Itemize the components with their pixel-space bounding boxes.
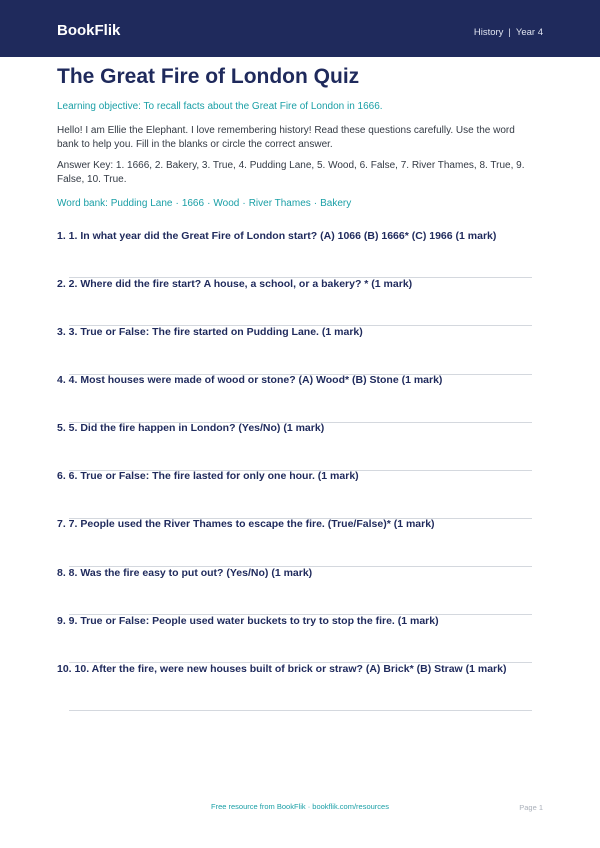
question-9: 9. 9. True or False: People used water buckets to try to stop the fire. (1 mark) bbox=[57, 615, 439, 627]
word-bank-word: 1666 bbox=[181, 198, 205, 209]
word-bank-separator: · bbox=[313, 198, 318, 209]
intro-text: Hello! I am Ellie the Elephant. I love remembering history! Read these questions carefully. Use the word bank to help you. Fill in the blanks or circle the correct answer. bbox=[57, 125, 515, 150]
brand-logo[interactable]: BookFlik bbox=[57, 22, 121, 39]
footer-link[interactable]: Free resource from BookFlik · bookflik.com/resources bbox=[211, 802, 389, 811]
word-bank-separator: · bbox=[207, 198, 211, 209]
word-bank-word: Wood bbox=[213, 198, 240, 209]
question-10: 10. 10. After the fire, were new houses built of brick or straw? (A) Brick* (B) Straw (1 mark) bbox=[57, 663, 507, 675]
word-bank-word: Pudding Lane bbox=[110, 198, 173, 209]
page-title: The Great Fire of London Quiz bbox=[57, 65, 360, 88]
breadcrumb-separator: | bbox=[508, 27, 511, 38]
question-6: 6. 6. True or False: The fire lasted for only one hour. (1 mark) bbox=[57, 470, 359, 482]
question-8: 8. 8. Was the fire easy to put out? (Yes/No) (1 mark) bbox=[57, 567, 313, 579]
question-2: 2. 2. Where did the fire start? A house, a school, or a bakery? * (1 mark) bbox=[57, 278, 413, 290]
word-bank-separator: · bbox=[175, 198, 179, 209]
learning-objective: Learning objective: To recall facts about the Great Fire of London in 1666. bbox=[57, 101, 383, 112]
question-7: 7. 7. People used the River Thames to escape the fire. (True/False)* (1 mark) bbox=[57, 518, 435, 530]
word-bank-label: Word bank: bbox=[57, 198, 108, 209]
question-1: 1. 1. In what year did the Great Fire of London start? (A) 1066 (B) 1666* (C) 1966 (1 mark) bbox=[57, 230, 497, 242]
page-number: Page 1 bbox=[519, 803, 543, 812]
breadcrumb-subject: History bbox=[473, 27, 504, 38]
answer-line bbox=[69, 710, 532, 711]
question-3: 3. 3. True or False: The fire started on Pudding Lane. (1 mark) bbox=[57, 326, 363, 338]
answer-key: Answer Key: 1. 1666, 2. Bakery, 3. True, 4. Pudding Lane, 5. Wood, 6. False, 7. River Thames, 8. True, 9. False, 10. True. bbox=[57, 160, 525, 185]
breadcrumb-year: Year 4 bbox=[515, 27, 543, 38]
word-bank bbox=[57, 197, 537, 210]
header-bar bbox=[0, 0, 600, 57]
word-bank-separator: · bbox=[242, 198, 246, 209]
question-4: 4. 4. Most houses were made of wood or stone? (A) Wood* (B) Stone (1 mark) bbox=[57, 374, 443, 386]
word-bank-word: River Thames bbox=[248, 198, 311, 209]
word-bank-word: Bakery bbox=[320, 198, 352, 209]
question-5: 5. 5. Did the fire happen in London? (Yes/No) (1 mark) bbox=[57, 422, 325, 434]
breadcrumb bbox=[474, 27, 543, 39]
